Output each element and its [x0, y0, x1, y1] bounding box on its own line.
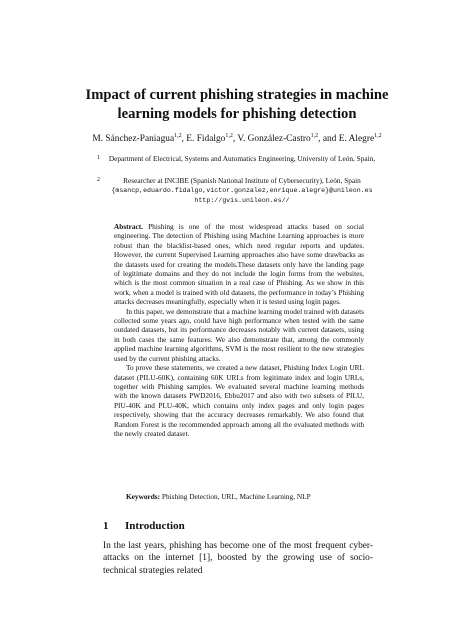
- keywords-list: Phishing Detection, URL, Machine Learning, NLP: [161, 492, 311, 501]
- author-name: M. Sánchez-Paniagua: [92, 134, 175, 145]
- affiliation-1: [97, 154, 378, 163]
- author-name: E. Alegre: [338, 134, 375, 145]
- affiliation-number: 2: [97, 177, 100, 183]
- intro-paragraph: In the last years, phishing has become one of the most frequent cyber-attacks on the internet [1], boosted by the growing use of socio-technical strategies related: [103, 541, 373, 576]
- author-name: V. González-Castro: [237, 134, 311, 145]
- author-affiliation-mark: 1,2: [310, 133, 319, 139]
- paper-title: Impact of current phishing strategies in machine learning models for phishing detection: [85, 87, 389, 122]
- affiliation-2: [97, 176, 378, 206]
- keywords: [126, 492, 376, 501]
- section-title: Introduction: [125, 520, 185, 532]
- keywords-label: Keywords:: [126, 492, 161, 501]
- author-affiliation-mark: 1,2: [374, 133, 382, 139]
- abstract-paragraph-2: In this paper, we demonstrate that a machine learning model trained with datasets collected some years ago, could have high performance when tested with the same outdated datasets, but its performance decreases notably with current datasets, using in both cases the same features. We also demonstrate that, among the commonly applied machine learning algorithms, SVM is the most resilient to the new strategies used by the current phishing attacks.: [114, 306, 364, 363]
- section-number: 1: [103, 520, 109, 532]
- abstract-paragraph-3: To prove these statements, we created a new dataset, Phishing Index Login URL dataset (PILU-60K), containing 60K URLs from legitimate index and login URLs, together with Phishing samples. We evaluated several machine learning methods with the known datasets PWD2016, Ebbu2017 and also with two subsets of PILU, PIU-40K and PLU-40K, which contains only index pages and only login pages respectively, showing that the accuracy decreases remarkably. We also found that Random Forest is the recommended approach among all the evaluated methods with the newly created dataset.: [114, 363, 364, 438]
- author-name: E. Fidalgo: [186, 134, 226, 145]
- section-heading: [103, 519, 185, 533]
- abstract: [114, 222, 364, 438]
- author-affiliation-mark: 1,2: [225, 133, 233, 139]
- author-separator: , and: [318, 134, 339, 145]
- affiliation-text: Researcher at INCIBE (Spanish National Institute of Cybersecurity), León, Spain: [123, 176, 361, 185]
- author-separator: ,: [181, 134, 187, 145]
- group-url: http://gvis.unileon.es//: [194, 197, 290, 205]
- author-separator: ,: [232, 134, 238, 145]
- affiliation-number: 1: [97, 155, 100, 161]
- introduction-text: [103, 540, 373, 577]
- affiliation-text: Department of Electrical, Systems and Automatics Engineering, University of León, Spain,: [108, 154, 376, 163]
- author-emails: {msancp,eduardo.fidalgo,victor.gonzalez,enrique.alegre}@unileon.es: [111, 187, 373, 195]
- author-affiliation-mark: 1,2: [174, 133, 182, 139]
- abstract-paragraph-1: Phishing is one of the most widespread attacks based on social engineering. The detection of Phishing using Machine Learning approaches is more robust than the blacklist-based ones, which need regular reports and updates. However, the current Supervised Learning approaches also have some drawbacks as the datasets used for creating the models.These datasets only have the landing page of legitimate domains and they do not include the login forms from the websites, which is the most common situation in a real case of Phishing. As we show in this work, when a model is trained with old datasets, the performance in today’s Phishing attacks decreases meaningfully, especially when it is tested using login pages.: [114, 222, 365, 307]
- abstract-label: Abstract.: [114, 222, 143, 231]
- author-list: [40, 130, 434, 145]
